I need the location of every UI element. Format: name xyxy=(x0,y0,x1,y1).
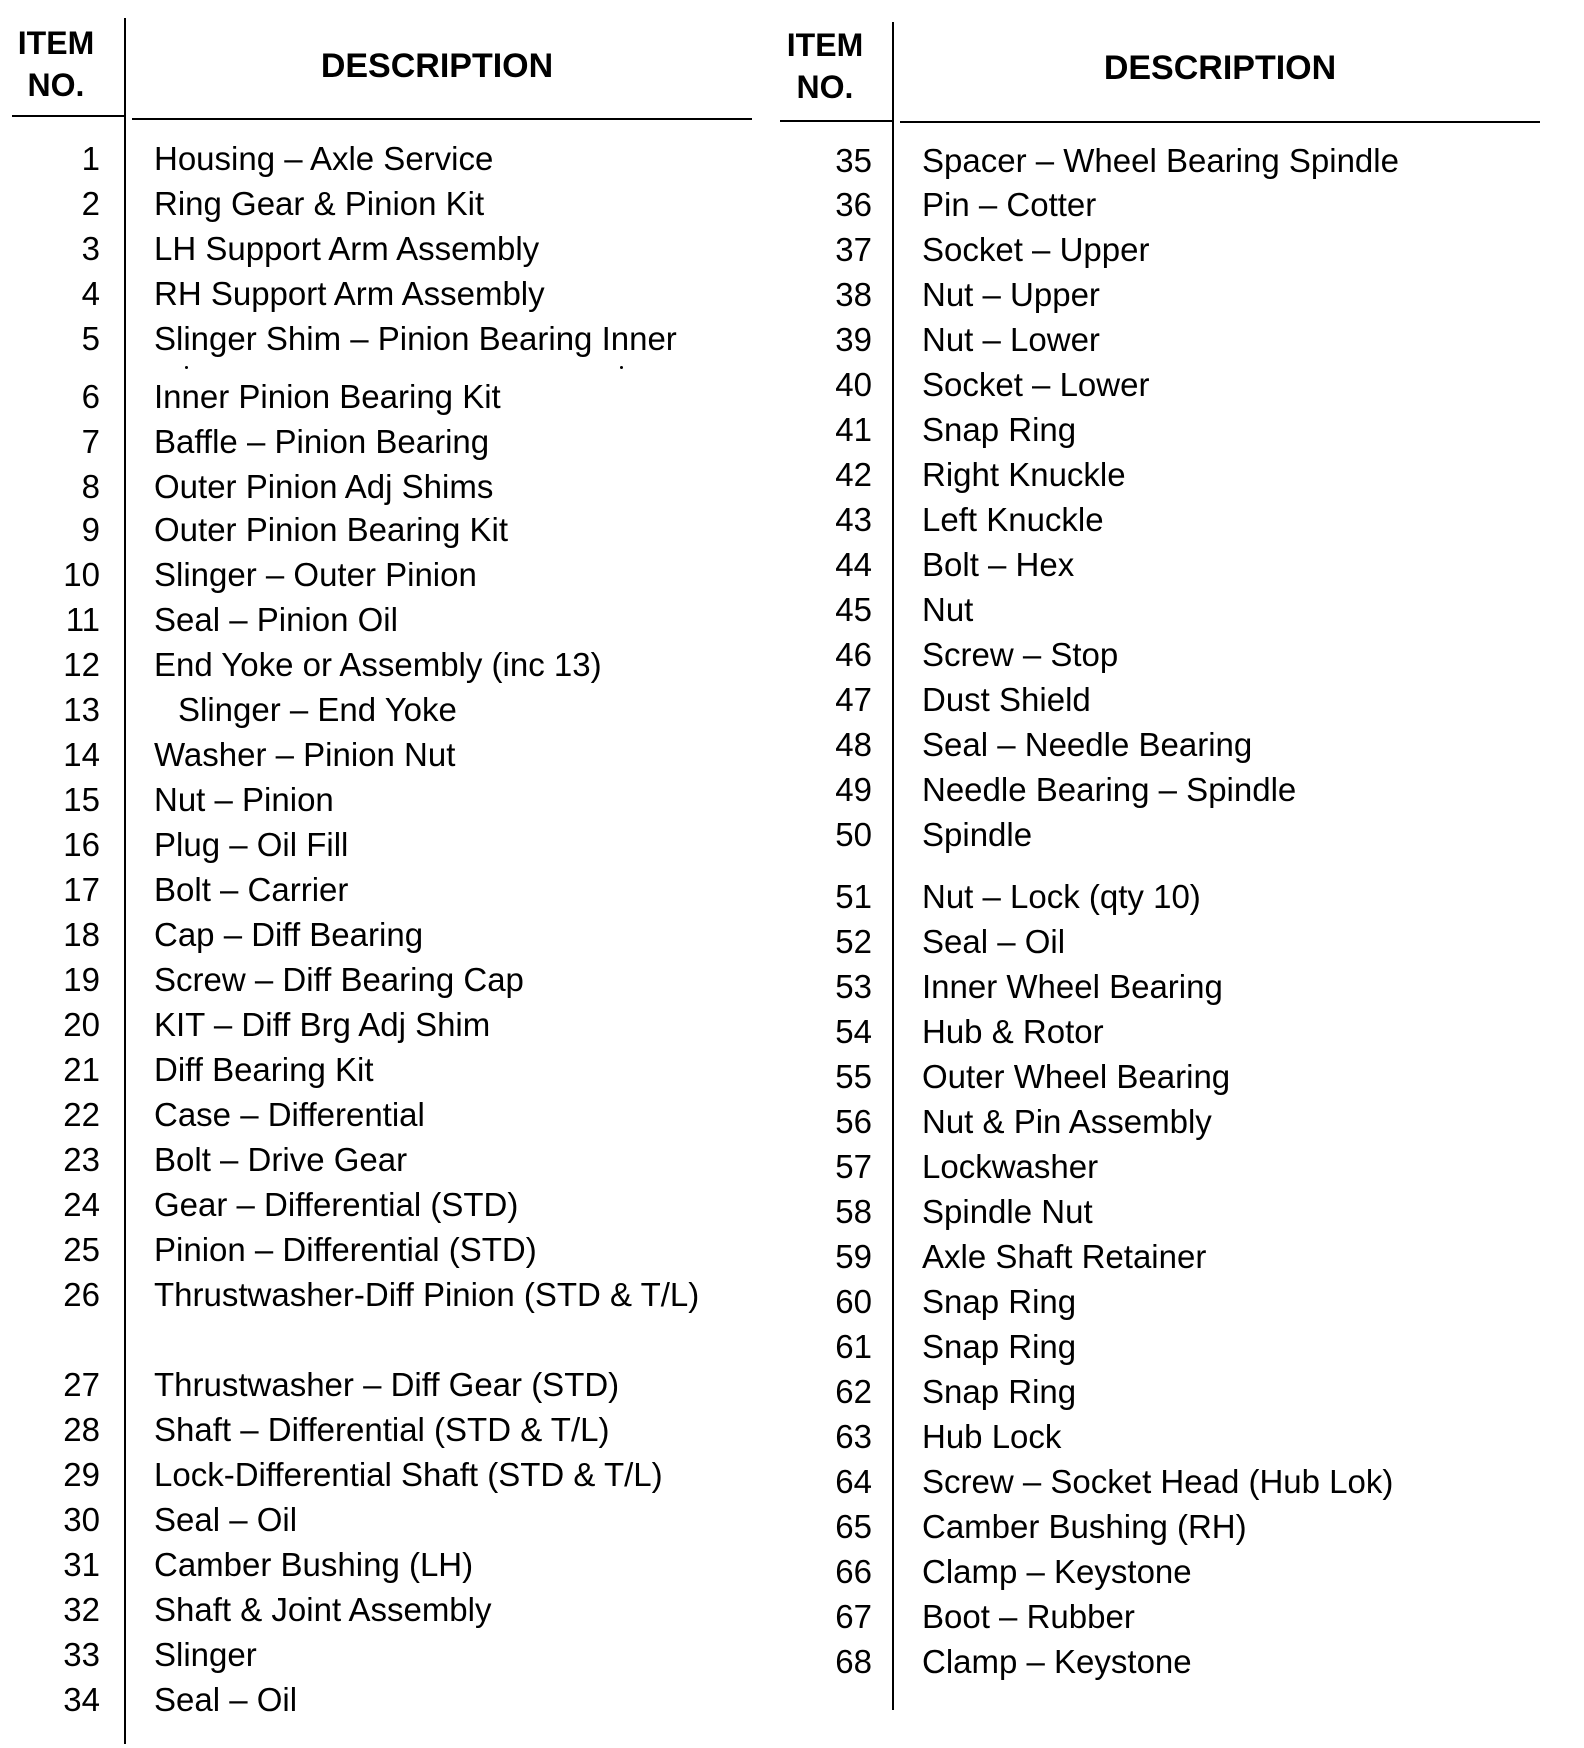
item-description: Lock-Differential Shaft (STD & T/L) xyxy=(154,1456,663,1493)
table-row xyxy=(0,1677,760,1722)
item-description: Slinger – End Yoke xyxy=(178,691,457,728)
item-number: 54 xyxy=(835,1013,872,1050)
item-description: Snap Ring xyxy=(922,1328,1077,1365)
table-row xyxy=(0,507,760,552)
item-description: Hub & Rotor xyxy=(922,1013,1104,1050)
item-description: Snap Ring xyxy=(922,411,1077,448)
table-row xyxy=(0,1542,760,1587)
item-description: Pin – Cotter xyxy=(922,186,1097,223)
item-number: 43 xyxy=(835,501,872,538)
item-description: Inner Pinion Bearing Kit xyxy=(154,378,501,415)
item-number: 63 xyxy=(835,1418,872,1455)
header-rule-item xyxy=(780,120,892,122)
item-number: 44 xyxy=(835,546,872,583)
item-description: Seal – Oil xyxy=(154,1501,298,1538)
table-row xyxy=(780,1234,1560,1279)
item-description: Nut xyxy=(922,591,974,628)
item-number: 49 xyxy=(835,771,872,808)
table-row xyxy=(780,677,1560,722)
item-number: 37 xyxy=(835,231,872,268)
table-row xyxy=(780,1594,1560,1639)
table-row xyxy=(0,1587,760,1632)
table-row xyxy=(0,642,760,687)
table-row xyxy=(780,632,1560,677)
item-description: End Yoke or Assembly (inc 13) xyxy=(154,646,602,683)
item-number: 3 xyxy=(81,230,100,267)
item-description: Slinger Shim – Pinion Bearing Inner xyxy=(154,320,677,357)
table-row xyxy=(0,181,760,226)
item-number: 52 xyxy=(835,923,872,960)
item-number: 28 xyxy=(63,1411,100,1448)
item-description: KIT – Diff Brg Adj Shim xyxy=(154,1006,491,1043)
item-description: Thrustwasher-Diff Pinion (STD & T/L) xyxy=(154,1276,700,1313)
item-description: Socket – Lower xyxy=(922,366,1150,403)
item-description: Needle Bearing – Spindle xyxy=(922,771,1297,808)
table-row xyxy=(780,587,1560,632)
item-number: 8 xyxy=(81,468,100,505)
header-rule-description xyxy=(132,118,752,120)
item-number: 64 xyxy=(835,1463,872,1500)
item-number: 16 xyxy=(63,826,100,863)
item-number: 23 xyxy=(63,1141,100,1178)
item-number: 21 xyxy=(63,1051,100,1088)
item-no-header xyxy=(780,24,870,108)
item-no-header xyxy=(0,22,112,106)
item-number: 35 xyxy=(835,142,872,179)
item-number: 26 xyxy=(63,1276,100,1313)
item-description: Bolt – Carrier xyxy=(154,871,349,908)
table-row xyxy=(0,597,760,642)
item-number: 67 xyxy=(835,1598,872,1635)
table-row xyxy=(780,272,1560,317)
item-number: 68 xyxy=(835,1643,872,1680)
item-description: Screw – Diff Bearing Cap xyxy=(154,961,524,998)
item-description: Bolt – Drive Gear xyxy=(154,1141,408,1178)
item-number: 47 xyxy=(835,681,872,718)
item-description: Nut & Pin Assembly xyxy=(922,1103,1212,1140)
table-row xyxy=(0,1092,760,1137)
item-number: 42 xyxy=(835,456,872,493)
item-description: Camber Bushing (RH) xyxy=(922,1508,1247,1545)
item-description: Screw – Socket Head (Hub Lok) xyxy=(922,1463,1394,1500)
item-number: 30 xyxy=(63,1501,100,1538)
item-number: 12 xyxy=(63,646,100,683)
item-number: 60 xyxy=(835,1283,872,1320)
item-description: Axle Shaft Retainer xyxy=(922,1238,1207,1275)
table-row xyxy=(780,452,1560,497)
item-number: 9 xyxy=(81,511,100,548)
item-number: 14 xyxy=(63,736,100,773)
table-row xyxy=(780,1099,1560,1144)
item-description: Nut – Pinion xyxy=(154,781,334,818)
scan-speck xyxy=(185,366,188,369)
item-description: Outer Pinion Bearing Kit xyxy=(154,511,509,548)
item-number: 18 xyxy=(63,916,100,953)
item-number: 2 xyxy=(81,185,100,222)
item-description: Shaft & Joint Assembly xyxy=(154,1591,492,1628)
table-row xyxy=(0,136,760,181)
item-number: 11 xyxy=(65,601,100,638)
item-number: 51 xyxy=(835,878,872,915)
item-number: 46 xyxy=(835,636,872,673)
item-number: 39 xyxy=(835,321,872,358)
item-number: 25 xyxy=(63,1231,100,1268)
table-row xyxy=(0,687,760,732)
item-description: Bolt – Hex xyxy=(922,546,1075,583)
item-number: 24 xyxy=(63,1186,100,1223)
table-row xyxy=(780,182,1560,227)
item-number: 38 xyxy=(835,276,872,313)
item-number: 5 xyxy=(81,320,100,357)
item-number: 7 xyxy=(81,423,100,460)
item-number: 45 xyxy=(835,591,872,628)
item-description: Outer Wheel Bearing xyxy=(922,1058,1231,1095)
table-row xyxy=(0,1182,760,1227)
item-description: Inner Wheel Bearing xyxy=(922,968,1223,1005)
item-number: 40 xyxy=(835,366,872,403)
table-row xyxy=(780,138,1560,183)
item-description: Seal – Oil xyxy=(922,923,1066,960)
item-description: Clamp – Keystone xyxy=(922,1553,1192,1590)
item-description: Gear – Differential (STD) xyxy=(154,1186,519,1223)
item-header-line1: ITEM xyxy=(17,25,95,61)
table-row xyxy=(780,919,1560,964)
parts-table-right xyxy=(780,0,1560,1712)
table-row xyxy=(0,1137,760,1182)
item-number: 58 xyxy=(835,1193,872,1230)
item-description: Boot – Rubber xyxy=(922,1598,1135,1635)
table-row xyxy=(0,1407,760,1452)
table-row xyxy=(0,1047,760,1092)
item-number: 1 xyxy=(81,140,100,177)
item-description: Snap Ring xyxy=(922,1283,1077,1320)
table-row xyxy=(780,542,1560,587)
item-description: Washer – Pinion Nut xyxy=(154,736,456,773)
item-description: Seal – Oil xyxy=(154,1681,298,1718)
item-number: 4 xyxy=(81,275,100,312)
item-number: 33 xyxy=(63,1636,100,1673)
item-header-line2: NO. xyxy=(796,69,854,105)
item-description: Spacer – Wheel Bearing Spindle xyxy=(922,142,1399,179)
item-number: 15 xyxy=(63,781,100,818)
item-description: Slinger xyxy=(154,1636,257,1673)
table-row xyxy=(780,874,1560,919)
scan-speck xyxy=(620,366,623,369)
table-row xyxy=(780,964,1560,1009)
table-row xyxy=(0,777,760,822)
item-description: Snap Ring xyxy=(922,1373,1077,1410)
table-row xyxy=(780,1504,1560,1549)
table-row xyxy=(780,1369,1560,1414)
table-row xyxy=(780,1009,1560,1054)
table-row xyxy=(780,227,1560,272)
item-number: 59 xyxy=(835,1238,872,1275)
item-number: 6 xyxy=(81,378,100,415)
item-header-line1: ITEM xyxy=(786,27,864,63)
table-row xyxy=(780,362,1560,407)
item-number: 29 xyxy=(63,1456,100,1493)
item-number: 53 xyxy=(835,968,872,1005)
item-number: 34 xyxy=(63,1681,100,1718)
item-number: 48 xyxy=(835,726,872,763)
item-number: 36 xyxy=(835,186,872,223)
parts-table-left xyxy=(0,0,760,1748)
item-description: Socket – Upper xyxy=(922,231,1150,268)
table-row xyxy=(780,1459,1560,1504)
item-number: 57 xyxy=(835,1148,872,1185)
table-row xyxy=(780,767,1560,812)
item-number: 20 xyxy=(63,1006,100,1043)
item-description: Diff Bearing Kit xyxy=(154,1051,374,1088)
item-description: Baffle – Pinion Bearing xyxy=(154,423,490,460)
item-description: Nut – Upper xyxy=(922,276,1100,313)
item-description: Hub Lock xyxy=(922,1418,1062,1455)
item-number: 41 xyxy=(835,411,872,448)
item-description: Screw – Stop xyxy=(922,636,1119,673)
item-description: Right Knuckle xyxy=(922,456,1126,493)
item-description: Seal – Needle Bearing xyxy=(922,726,1253,763)
item-description: Ring Gear & Pinion Kit xyxy=(154,185,485,222)
table-row xyxy=(0,316,760,361)
item-number: 13 xyxy=(63,691,100,728)
table-row xyxy=(780,1549,1560,1594)
item-description: Left Knuckle xyxy=(922,501,1104,538)
item-description: Spindle Nut xyxy=(922,1193,1093,1230)
table-row xyxy=(0,226,760,271)
item-description: Case – Differential xyxy=(154,1096,425,1133)
item-description: Slinger – Outer Pinion xyxy=(154,556,477,593)
table-row xyxy=(0,464,760,509)
table-row xyxy=(780,1054,1560,1099)
item-description: Camber Bushing (LH) xyxy=(154,1546,474,1583)
table-row xyxy=(0,957,760,1002)
item-description: Plug – Oil Fill xyxy=(154,826,349,863)
item-number: 66 xyxy=(835,1553,872,1590)
table-row xyxy=(780,1324,1560,1369)
table-row xyxy=(0,1227,760,1272)
item-description: Clamp – Keystone xyxy=(922,1643,1192,1680)
description-header: DESCRIPTION xyxy=(1103,49,1337,87)
item-description: Thrustwasher – Diff Gear (STD) xyxy=(154,1366,620,1403)
item-description: Nut – Lower xyxy=(922,321,1100,358)
item-number: 55 xyxy=(835,1058,872,1095)
item-description: Shaft – Differential (STD & T/L) xyxy=(154,1411,610,1448)
item-description: Pinion – Differential (STD) xyxy=(154,1231,537,1268)
table-row xyxy=(0,1272,760,1362)
item-description: Spindle xyxy=(922,816,1033,853)
item-number: 27 xyxy=(63,1366,100,1403)
item-number: 62 xyxy=(835,1373,872,1410)
table-row xyxy=(0,552,760,597)
item-description: Lockwasher xyxy=(922,1148,1099,1185)
table-row xyxy=(780,1279,1560,1324)
item-number: 22 xyxy=(63,1096,100,1133)
table-row xyxy=(0,1497,760,1542)
table-row xyxy=(780,497,1560,542)
header-rule-item xyxy=(12,115,124,117)
table-row xyxy=(780,1639,1560,1684)
table-row xyxy=(780,1414,1560,1459)
table-row xyxy=(0,1362,760,1407)
item-number: 32 xyxy=(63,1591,100,1628)
table-row xyxy=(0,867,760,912)
description-header: DESCRIPTION xyxy=(320,47,554,85)
item-description: LH Support Arm Assembly xyxy=(154,230,540,267)
item-number: 50 xyxy=(835,816,872,853)
table-row xyxy=(0,271,760,316)
table-row xyxy=(0,1632,760,1677)
item-number: 10 xyxy=(63,556,100,593)
table-row xyxy=(0,732,760,777)
item-description: Seal – Pinion Oil xyxy=(154,601,398,638)
table-row xyxy=(0,1452,760,1497)
item-number: 19 xyxy=(63,961,100,998)
table-row xyxy=(780,1144,1560,1189)
item-number: 65 xyxy=(835,1508,872,1545)
table-row xyxy=(780,812,1560,857)
table-row xyxy=(780,1189,1560,1234)
table-row xyxy=(780,317,1560,362)
header-rule-description xyxy=(900,121,1540,123)
item-description: Housing – Axle Service xyxy=(154,140,494,177)
table-row xyxy=(0,1002,760,1047)
table-row xyxy=(780,722,1560,767)
table-row xyxy=(0,374,760,419)
table-row xyxy=(0,912,760,957)
item-number: 61 xyxy=(835,1328,872,1365)
item-number: 56 xyxy=(835,1103,872,1140)
item-description: Nut – Lock (qty 10) xyxy=(922,878,1201,915)
item-description: RH Support Arm Assembly xyxy=(154,275,545,312)
item-description: Cap – Diff Bearing xyxy=(154,916,424,953)
item-header-line2: NO. xyxy=(27,67,85,103)
table-row xyxy=(780,407,1560,452)
item-number: 17 xyxy=(63,871,100,908)
item-number: 31 xyxy=(63,1546,100,1583)
table-row xyxy=(0,419,760,464)
item-description: Dust Shield xyxy=(922,681,1091,718)
item-description: Outer Pinion Adj Shims xyxy=(154,468,494,505)
table-row xyxy=(0,822,760,867)
